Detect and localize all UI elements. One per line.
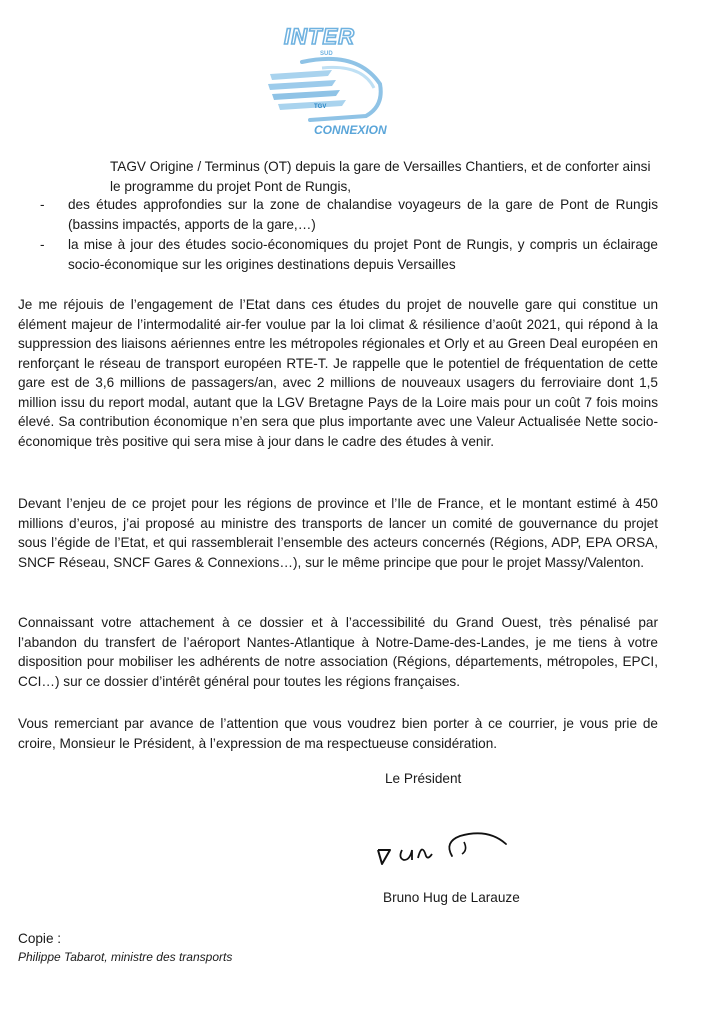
svg-text:CONNEXION: CONNEXION bbox=[314, 123, 387, 137]
svg-text:SUD: SUD bbox=[320, 51, 333, 57]
body-paragraph-engagement: Je me réjouis de l’engagement de l’Etat dans ces études du projet de nouvelle gare qui constitue un élément majeur de l’intermodalité air-fer voulue par la loi climat & résilience d’août 2021, qui répond à la suppression des liaisons aériennes entre les métropoles régionales et Orly et au Green Deal européen en renforçant le réseau de transport européen RTE-T. Je rappelle que le potentiel de fréquentation de cette gare est de 3,6 millions de passagers/an, avec 2 millions de nouveaux usagers du ferroviaire dont 1,5 million issu du report modal, autant que la LGV Bretagne Pays de la Loire mais pour un coût 7 fois moins élevé. Sa contribution économique n’en sera que plus importante avec une Valeur Actualisée Nette socio-économique très positive qui sera mise à jour dans le cadre des études à venir. bbox=[18, 297, 658, 449]
handwritten-signature bbox=[368, 820, 518, 872]
continuation-paragraph: TAGV Origine / Terminus (OT) depuis la gare de Versailles Chantiers, et de conforter ainsi le programme du projet Pont de Rungis, bbox=[110, 159, 651, 194]
svg-text:TGV: TGV bbox=[314, 104, 327, 110]
copy-recipient: Philippe Tabarot, ministre des transports bbox=[18, 950, 233, 964]
bullet-list bbox=[18, 195, 658, 275]
bullet-text: la mise à jour des études socio-économiques du projet Pont de Rungis, y compris un éclairage socio-économique sur les origines destinations depuis Versailles bbox=[68, 237, 658, 272]
body-paragraph-grand-ouest: Connaissant votre attachement à ce dossier et à l’accessibilité du Grand Ouest, très pénalisé par l’abandon du transfert de l’aéroport Nantes-Atlantique à Notre-Dame-des-Landes, je me tiens à votre disposition pour mobiliser les adhérents de notre association (Régions, départements, métropoles, EPCI, CCI…) sur ce dossier d’intérêt général pour toutes les régions françaises. bbox=[18, 615, 658, 689]
signatory-title: Le Président bbox=[385, 771, 462, 786]
list-item bbox=[18, 235, 658, 274]
body-paragraph-governance: Devant l’enjeu de ce projet pour les régions de province et l’Ile de France, et le montant estimé à 450 millions d’euros, j’ai proposé au ministre des transports de lancer un comité de gouvernance du projet sous l’égide de l’Etat, et qui rassemblerait l’ensemble des acteurs concernés (Régions, ADP, EPA ORSA, SNCF Réseau, SNCF Gares & Connexions…), sur le même principe que pour le projet Massy/Valenton. bbox=[18, 496, 658, 570]
signer-name: Bruno Hug de Larauze bbox=[383, 890, 520, 905]
inter-connexion-logo bbox=[262, 22, 392, 140]
copy-label: Copie : bbox=[18, 931, 62, 946]
bullet-dash: - bbox=[40, 237, 45, 252]
bullet-text: des études approfondies sur la zone de chalandise voyageurs de la gare de Pont de Rungis (bassins impactés, apports de la gare,…) bbox=[68, 197, 658, 232]
body-paragraph-closing: Vous remerciant par avance de l’attention que vous voudrez bien porter à ce courrier, je vous prie de croire, Monsieur le Président, à l’expression de ma respectueuse considération. bbox=[18, 716, 658, 751]
bullet-dash: - bbox=[40, 197, 45, 212]
train-logo-icon bbox=[262, 22, 392, 140]
list-item bbox=[18, 195, 658, 234]
svg-text:INTER: INTER bbox=[284, 24, 355, 49]
